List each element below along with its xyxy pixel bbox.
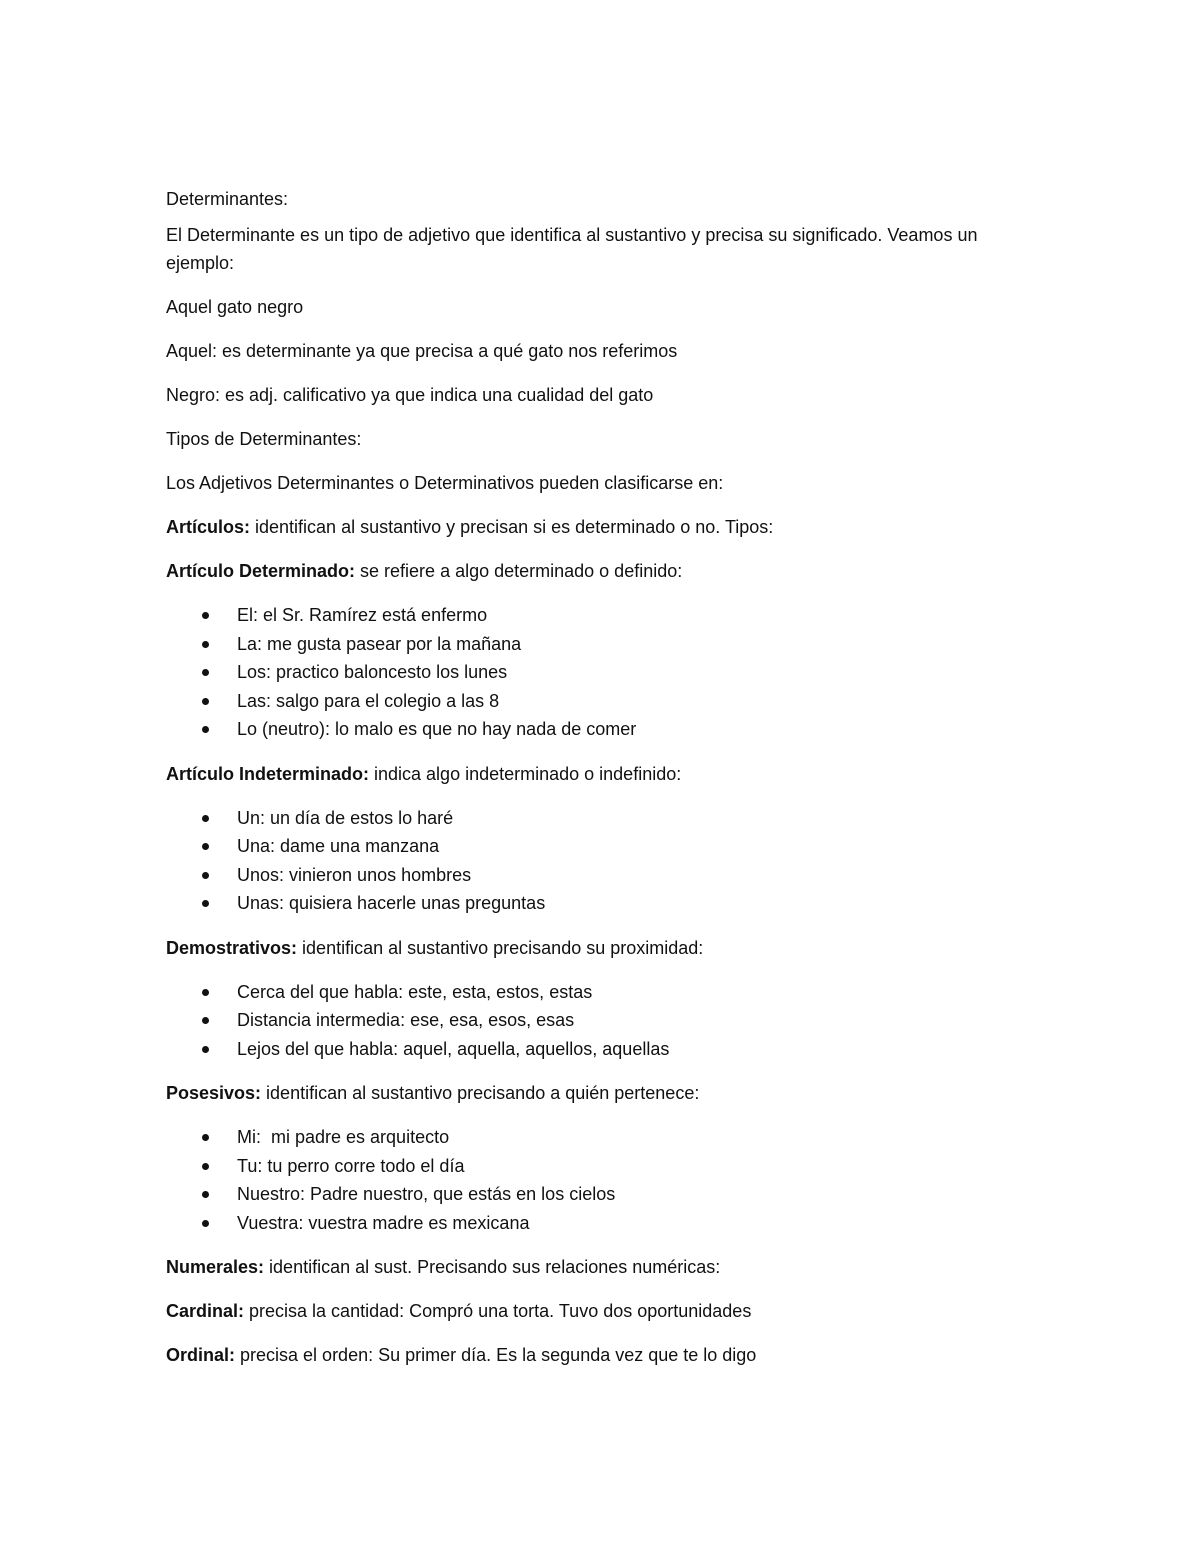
articulo-indeterminado-list [166, 804, 1046, 918]
demostrativos-paragraph [166, 934, 1046, 962]
list-item: Los: practico baloncesto los lunes [166, 658, 1046, 687]
ordinal-text: precisa el orden: Su primer día. Es la segunda vez que te lo digo [235, 1345, 757, 1365]
posesivos-label: Posesivos: [166, 1083, 262, 1103]
posesivos-paragraph [166, 1079, 1046, 1107]
bullet-icon [202, 669, 209, 676]
bullet-icon [202, 989, 209, 996]
list-item: Distancia intermedia: ese, esa, esos, esas [166, 1006, 1046, 1035]
articulos-label: Artículos: [166, 517, 251, 537]
list-item: Lo (neutro): lo malo es que no hay nada de comer [166, 715, 1046, 744]
bullet-icon [202, 726, 209, 733]
articulos-paragraph [166, 513, 1046, 541]
cardinal-label: Cardinal: [166, 1301, 245, 1321]
bullet-icon [202, 1017, 209, 1024]
numerales-text: identifican al sust. Precisando sus relaciones numéricas: [264, 1257, 721, 1277]
bullet-icon [202, 843, 209, 850]
demostrativos-list [166, 978, 1046, 1064]
cardinal-text: precisa la cantidad: Compró una torta. Tuvo dos oportunidades [244, 1301, 752, 1321]
list-item: Cerca del que habla: este, esta, estos, estas [166, 978, 1046, 1007]
bullet-icon [202, 1134, 209, 1141]
bullet-icon [202, 872, 209, 879]
bullet-icon [202, 698, 209, 705]
bullet-icon [202, 900, 209, 907]
demostrativos-text: identifican al sustantivo precisando su proximidad: [297, 937, 704, 958]
example-phrase: Aquel gato negro [166, 297, 304, 317]
document-title: Determinantes: [166, 189, 289, 209]
intro-paragraph: El Determinante es un tipo de adjetivo que identifica al sustantivo y precisa su significado. Veamos un ejemplo: [166, 225, 978, 273]
list-item: Unas: quisiera hacerle unas preguntas [166, 889, 1046, 918]
articulo-determinado-text: se refiere a algo determinado o definido: [355, 561, 683, 581]
bullet-icon [202, 1220, 209, 1227]
articulo-determinado-list [166, 601, 1046, 744]
example-negro: Negro: es adj. calificativo ya que indica una cualidad del gato [166, 385, 654, 405]
demostrativos-label: Demostrativos: [166, 937, 298, 958]
tipos-intro: Los Adjetivos Determinantes o Determinativos pueden clasificarse en: [166, 473, 724, 493]
example-aquel: Aquel: es determinante ya que precisa a qué gato nos referimos [166, 341, 678, 361]
list-item: Unos: vinieron unos hombres [166, 861, 1046, 890]
bullet-icon [202, 612, 209, 619]
cardinal-paragraph [166, 1297, 1046, 1325]
ordinal-label: Ordinal: [166, 1345, 236, 1365]
articulo-determinado-paragraph [166, 557, 1046, 585]
bullet-icon [202, 815, 209, 822]
list-item: Vuestra: vuestra madre es mexicana [166, 1209, 1046, 1238]
bullet-icon [202, 1163, 209, 1170]
list-item: Tu: tu perro corre todo el día [166, 1152, 1046, 1181]
articulo-indeterminado-text: indica algo indeterminado o indefinido: [369, 763, 682, 784]
tipos-title: Tipos de Determinantes: [166, 429, 362, 449]
document-page [166, 185, 1046, 1385]
list-item: El: el Sr. Ramírez está enfermo [166, 601, 1046, 630]
articulo-indeterminado-label: Artículo Indeterminado: [166, 763, 370, 784]
list-item: Las: salgo para el colegio a las 8 [166, 687, 1046, 716]
list-item: La: me gusta pasear por la mañana [166, 630, 1046, 659]
list-item: Un: un día de estos lo haré [166, 804, 1046, 833]
articulos-text: identifican al sustantivo y precisan si es determinado o no. Tipos: [250, 517, 774, 537]
list-item: Mi: mi padre es arquitecto [166, 1123, 1046, 1152]
bullet-icon [202, 641, 209, 648]
posesivos-list [166, 1123, 1046, 1237]
numerales-label: Numerales: [166, 1257, 265, 1277]
ordinal-paragraph [166, 1341, 1046, 1369]
list-item: Nuestro: Padre nuestro, que estás en los cielos [166, 1180, 1046, 1209]
articulo-determinado-label: Artículo Determinado: [166, 561, 356, 581]
list-item: Lejos del que habla: aquel, aquella, aquellos, aquellas [166, 1035, 1046, 1064]
bullet-icon [202, 1191, 209, 1198]
numerales-paragraph [166, 1253, 1046, 1281]
list-item: Una: dame una manzana [166, 832, 1046, 861]
posesivos-text: identifican al sustantivo precisando a quién pertenece: [261, 1083, 700, 1103]
articulo-indeterminado-paragraph [166, 760, 1046, 788]
bullet-icon [202, 1046, 209, 1053]
